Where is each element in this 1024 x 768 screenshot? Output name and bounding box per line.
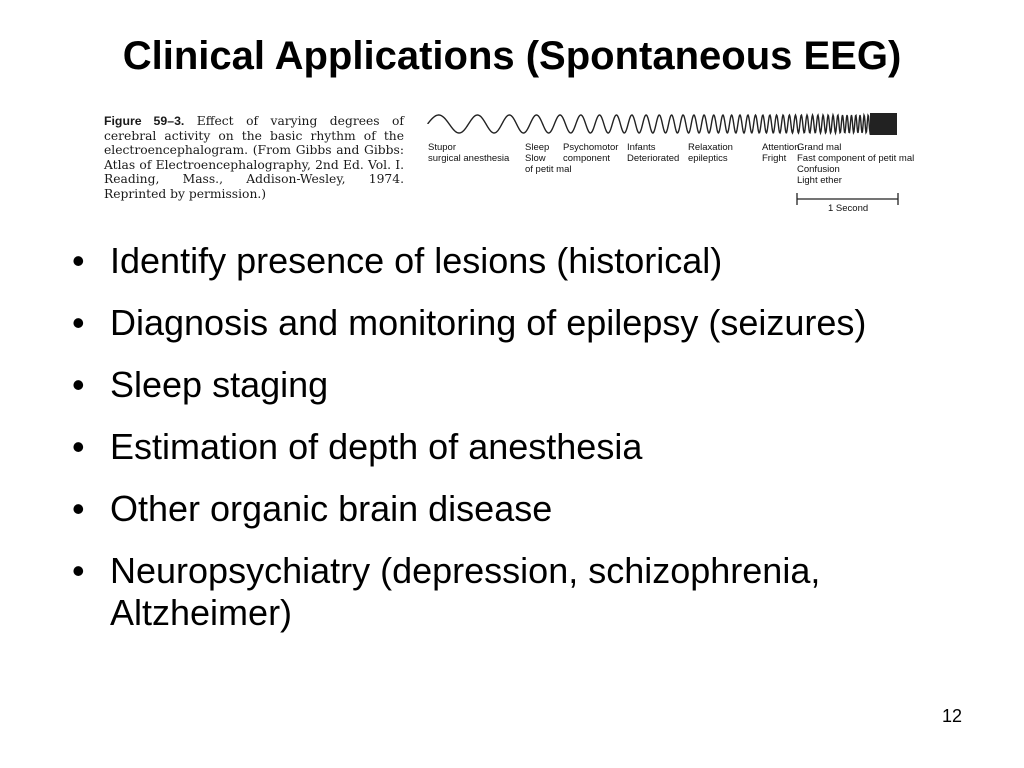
eeg-waveform bbox=[428, 115, 872, 133]
list-item: • Sleep staging bbox=[70, 364, 950, 406]
waveform-dense-block bbox=[870, 113, 897, 135]
label-time-scale: 1 Second bbox=[828, 203, 869, 214]
list-item: • Identify presence of lesions (historical) bbox=[70, 240, 950, 282]
list-item: • Neuropsychiatry (depression, schizophrenia, Altzheimer) bbox=[70, 550, 950, 634]
label-grand-mal: Grand mal Fast component of petit mal Confusion Light ether bbox=[797, 142, 915, 186]
list-item: • Estimation of depth of anesthesia bbox=[70, 426, 950, 468]
slide-title: Clinical Applications (Spontaneous EEG) bbox=[122, 34, 902, 78]
label-psychomotor: Psychomotor component bbox=[563, 142, 619, 164]
label-sleep: Sleep Slow of petit mal bbox=[525, 142, 572, 175]
list-item: • Other organic brain disease bbox=[70, 488, 950, 530]
label-attention: Attention Fright bbox=[762, 142, 800, 164]
label-relaxation: Relaxation epileptics bbox=[688, 142, 733, 164]
eeg-figure bbox=[100, 96, 960, 221]
figure-caption-label: Figure 59–3. bbox=[104, 114, 185, 128]
bullet-list bbox=[70, 240, 950, 654]
page-number: 12 bbox=[941, 706, 962, 726]
list-item: • Diagnosis and monitoring of epilepsy (seizures) bbox=[70, 302, 950, 344]
label-stupor: Stupor surgical anesthesia bbox=[428, 142, 510, 164]
figure-caption-text: Effect of varying degrees of cerebral activity on the basic rhythm of the electroencephalogram. (From Gibbs and Gibbs: Atlas of Electroencephalography, 2nd Ed. Vol. I. Reading, Mass., Addison-Wesley, 1974. Reprinted by permission.) bbox=[104, 114, 404, 201]
label-infants: Infants Deteriorated bbox=[627, 142, 680, 164]
